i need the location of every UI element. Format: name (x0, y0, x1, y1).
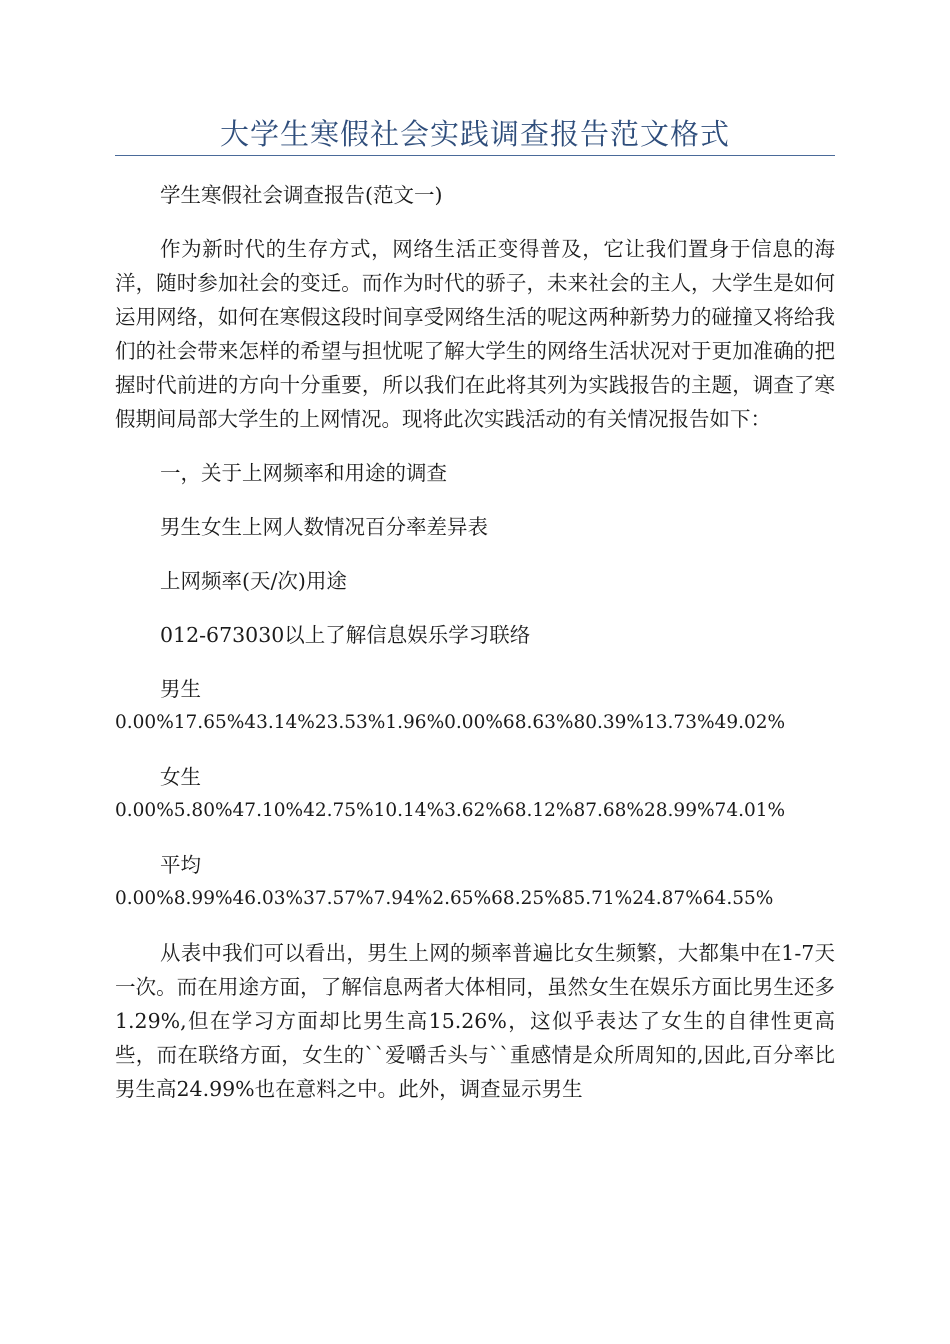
section-heading: 一，关于上网频率和用途的调查 (160, 461, 447, 485)
row-values-female: 0.00%5.80%47.10%42.75%10.14%3.62%68.12%87.68%28.99%74.01% (115, 800, 786, 821)
row-label-male: 男生 (160, 677, 201, 701)
row-label-female: 女生 (160, 765, 201, 789)
table-header-frequency: 上网频率(天/次)用途 (160, 569, 347, 593)
row-values-male: 0.00%17.65%43.14%23.53%1.96%0.00%68.63%80.39%13.73%49.02% (115, 712, 786, 733)
intro-paragraph: 作为新时代的生存方式，网络生活正变得普及，它让我们置身于信息的海洋，随时参加社会的变迁。而作为时代的骄子，未来社会的主人，大学生是如何运用网络，如何在寒假这段时间享受网络生活的呢这两种新势力的碰撞又将给我们的社会带来怎样的希望与担忧呢了解大学生的网络生活状况对于更加准确的把握时代前进的方向十分重要，所以我们在此将其列为实践报告的主题，调查了寒假期间局部大学生的上网情况。现将此次实践活动的有关情况报告如下： (115, 237, 835, 431)
document-title: 大学生寒假社会实践调查报告范文格式 (219, 117, 730, 151)
title-underline (115, 155, 835, 156)
report-subtitle: 学生寒假社会调查报告(范文一) (160, 183, 443, 207)
document-body (115, 170, 835, 1106)
row-label-average: 平均 (160, 853, 201, 877)
analysis-paragraph: 从表中我们可以看出，男生上网的频率普遍比女生频繁，大都集中在1-7天一次。而在用途方面，了解信息两者大体相同，虽然女生在娱乐方面比男生还多1.29%,但在学习方面却比男生高15.26%，这似乎表达了女生的自律性更高些，而在联络方面，女生的``爱嚼舌头与``重感情是众所周知的,因此,百分率比男生高24.99%也在意料之中。此外，调查显示男生 (115, 941, 835, 1101)
table-caption: 男生女生上网人数情况百分率差异表 (160, 515, 488, 539)
row-values-average: 0.00%8.99%46.03%37.57%7.94%2.65%68.25%85.71%24.87%64.55% (115, 888, 774, 909)
table-header-columns: 012-673030以上了解信息娱乐学习联络 (160, 623, 531, 647)
